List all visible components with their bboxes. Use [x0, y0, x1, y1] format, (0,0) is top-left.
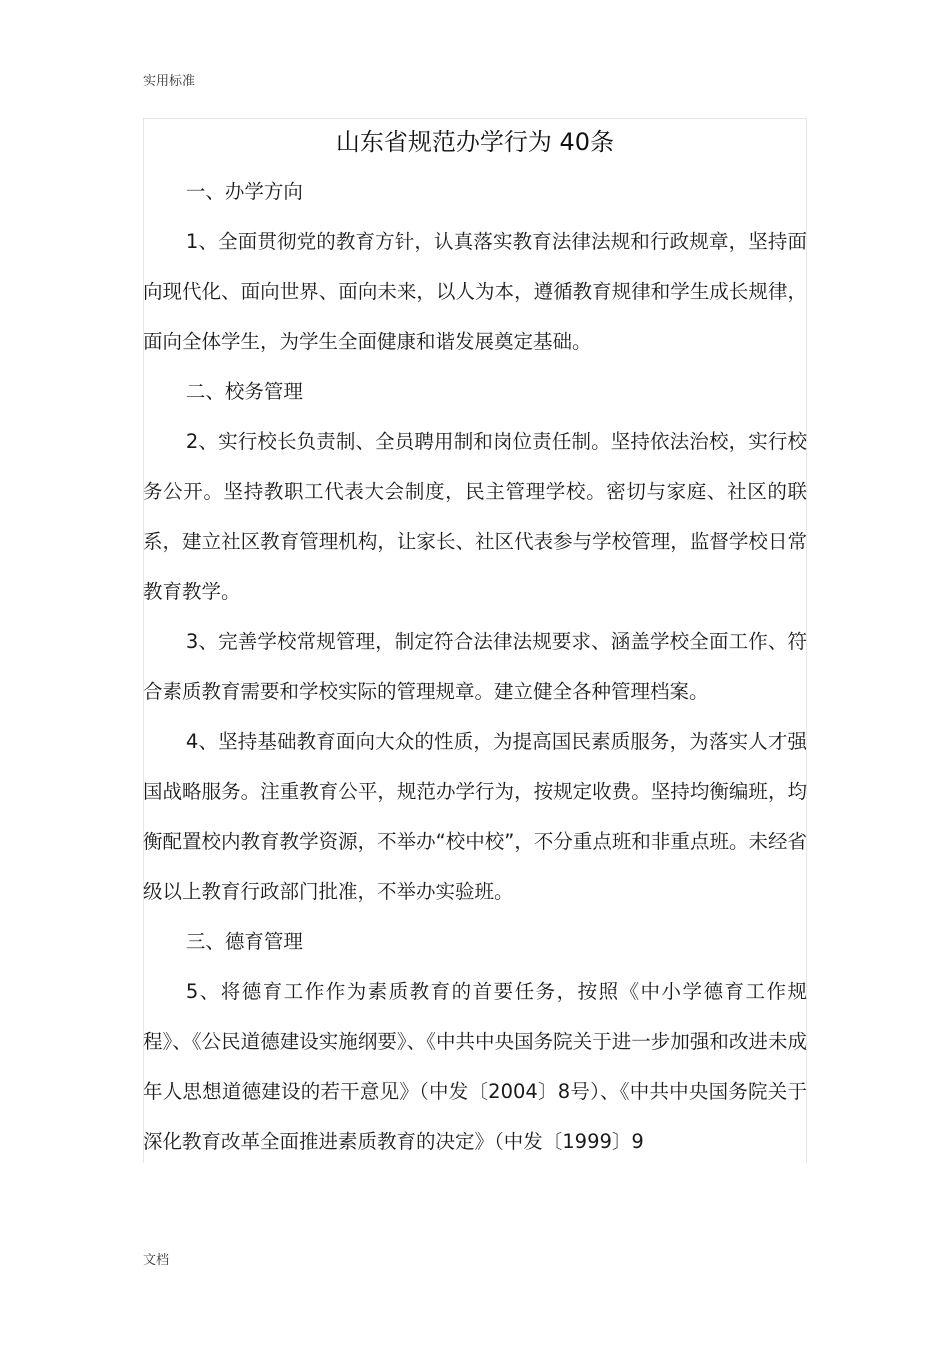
document-title: 山东省规范办学行为 40条 — [335, 128, 615, 156]
paragraph: 3、完善学校常规管理，制定符合法律法规要求、涵盖学校全面工作、符合素质教育需要和学校实际的管理规章。建立健全各种管理档案。 — [143, 630, 807, 703]
page-header: 实用标准 — [143, 74, 196, 89]
page-footer: 文档 — [143, 1253, 170, 1268]
document-body — [143, 167, 807, 1167]
section-heading: 一、办学方向 — [185, 180, 303, 203]
paragraph: 4、坚持基础教育面向大众的性质，为提高国民素质服务，为落实人才强国战略服务。注重教育公平，规范办学行为，按规定收费。坚持均衡编班，均衡配置校内教育教学资源，不举办“校中校”，不分重点班和非重点班。未经省级以上教育行政部门批准，不举办实验班。 — [143, 730, 807, 903]
paragraph: 5、将德育工作作为素质教育的首要任务，按照《中小学德育工作规程》、《公民道德建设实施纲要》、《中共中央国务院关于进一步加强和改进未成年人思想道德建设的若干意见》（中发〔2004〕8号）、《中共中央国务院关于深化教育改革全面推进素质教育的决定》（中发〔1999〕9 — [143, 980, 807, 1153]
paragraph: 1、全面贯彻党的教育方针，认真落实教育法律法规和行政规章，坚持面向现代化、面向世界、面向未来，以人为本，遵循教育规律和学生成长规律，面向全体学生，为学生全面健康和谐发展奠定基础。 — [143, 230, 807, 353]
section-heading: 三、德育管理 — [185, 930, 303, 953]
paragraph: 2、实行校长负责制、全员聘用制和岗位责任制。坚持依法治校，实行校务公开。坚持教职工代表大会制度，民主管理学校。密切与家庭、社区的联系，建立社区教育管理机构，让家长、社区代表参与学校管理，监督学校日常教育教学。 — [143, 430, 807, 603]
section-heading: 二、校务管理 — [185, 380, 303, 403]
